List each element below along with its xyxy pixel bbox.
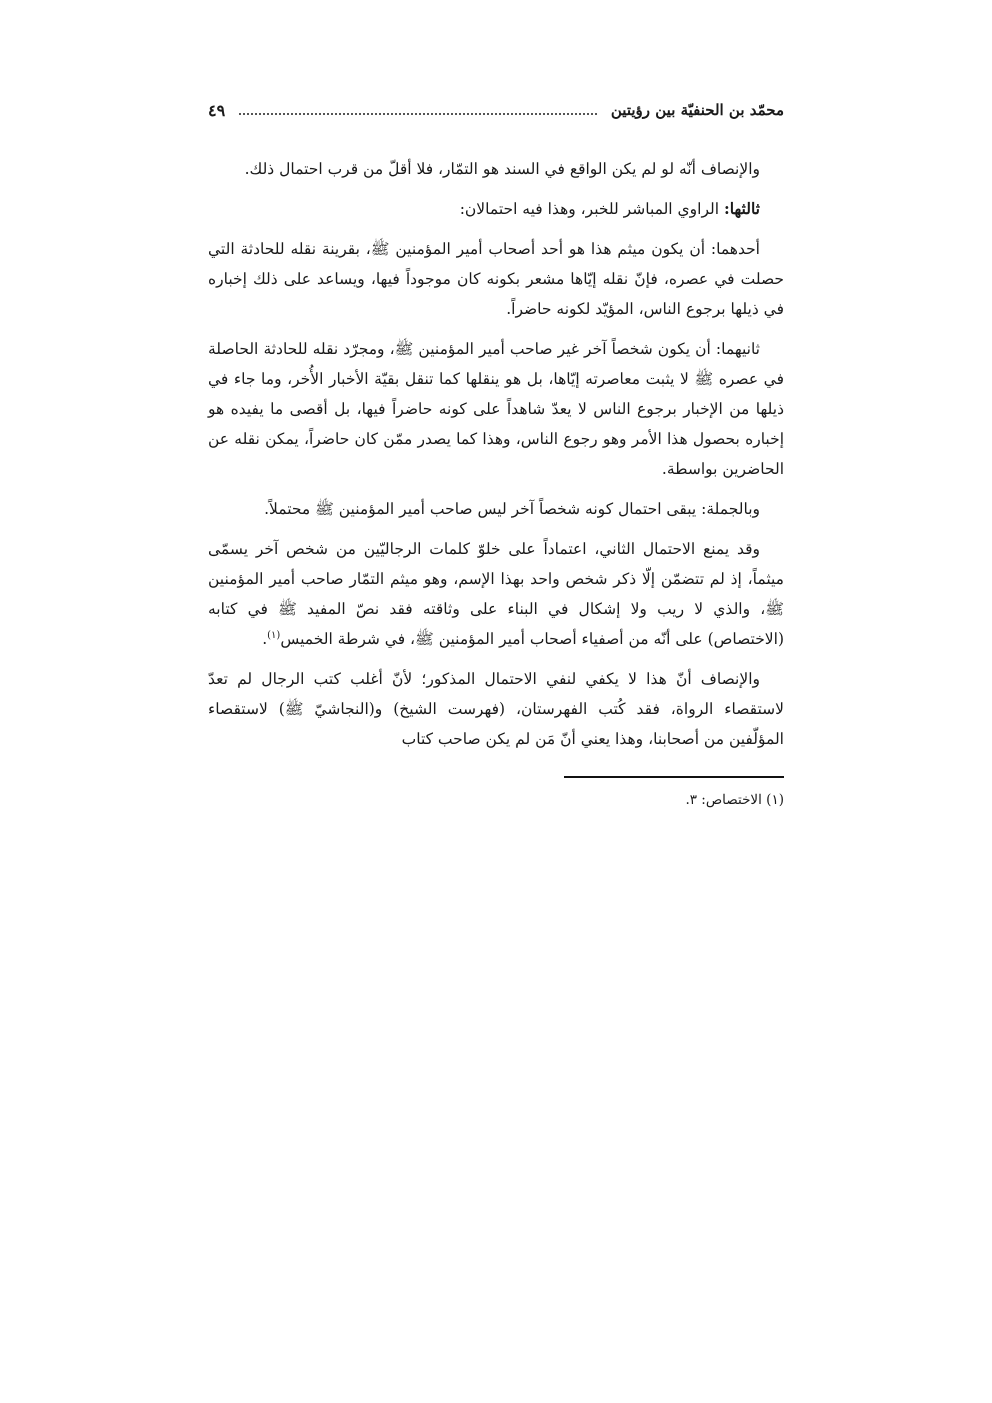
paragraph-text: الراوي المباشر للخبر، وهذا فيه احتمالان: bbox=[459, 200, 724, 218]
paragraph-end: . bbox=[262, 630, 268, 648]
page-number: ٤٩ bbox=[208, 100, 226, 120]
paragraph: والإنصاف أنّه لو لم يكن الواقع في السند هو التمّار، فلا أقلّ من قرب احتمال ذلك. bbox=[244, 160, 760, 178]
paragraph: وبالجملة: يبقى احتمال كونه شخصاً آخر ليس صاحب أمير المؤمنين ﷺ محتملاً. bbox=[264, 500, 760, 518]
footnote-separator bbox=[564, 776, 784, 778]
footnote-reference[interactable]: (١) bbox=[267, 629, 281, 641]
paragraph-lead: ثالثها: bbox=[723, 199, 760, 218]
paragraph bbox=[208, 534, 784, 654]
footnote-text: الاختصاص: ٣. bbox=[685, 792, 767, 808]
book-title: محمّد بن الحنفيّة بين رؤيتين bbox=[610, 101, 784, 119]
paragraph bbox=[208, 194, 784, 224]
paragraph: ثانيهما: أن يكون شخصاً آخر غير صاحب أمير المؤمنين ﷺ، ومجرّد نقله للحادثة الحاصلة في عصره ﷺ لا يثبت معاصرته إيّاها، بل هو ينقلها كما تنقل بقيّة الأخبار الأُخر، وما جاء في ذيلها من الإخبار برجوع الناس لا يعدّ شاهداً على كونه حاضراً فيها، بل أقصى ما يفيده هو إخباره بحصول هذا الأمر وهو رجوع الناس، وهذا كما يصدر ممّن كان حاضراً، يمكن نقله عن الحاضرين بواسطة. bbox=[208, 340, 784, 478]
main-text bbox=[208, 154, 784, 754]
paragraph: والإنصاف أنّ هذا لا يكفي لنفي الاحتمال المذكور؛ لأنّ أغلب كتب الرجال لم تعدّ لاستقصاء الرواة، فقد كُتب الفهرستان، (فهرست الشيخ) و(النجاشيّ ﷺ) لاستقصاء المؤلّفين من أصحابنا، وهذا يعني أنّ مَن لم يكن صاحب كتاب bbox=[208, 670, 784, 748]
footnote-marker: (١) bbox=[766, 792, 784, 808]
footnote bbox=[208, 788, 784, 812]
leader-dots bbox=[239, 113, 597, 115]
paragraph-text: وقد يمنع الاحتمال الثاني، اعتماداً على خلوّ كلمات الرجاليّين من شخص آخر يسمّى ميثماً، إذ لم تتضمّن إلّا ذكر شخص واحد بهذا الإسم، وهو ميثم التمّار صاحب أمير المؤمنين ﷺ، والذي لا ريب ولا إشكال في البناء على وثاقته فقد نصّ المفيد ﷺ في كتابه (الاختصاص) على أنّه من أصفياء أصحاب أمير المؤمنين ﷺ، في شرطة الخميس bbox=[208, 540, 784, 648]
running-header bbox=[208, 90, 784, 130]
paragraph: أحدهما: أن يكون ميثم هذا هو أحد أصحاب أمير المؤمنين ﷺ، بقرينة نقله للحادثة التي حصلت في عصره، فإنّ نقله إيّاها مشعر بكونه كان موجوداً فيها، ويساعد على ذلك إخباره في ذيلها برجوع الناس، المؤيّد لكونه حاضراً. bbox=[208, 240, 784, 318]
book-page bbox=[208, 90, 784, 812]
